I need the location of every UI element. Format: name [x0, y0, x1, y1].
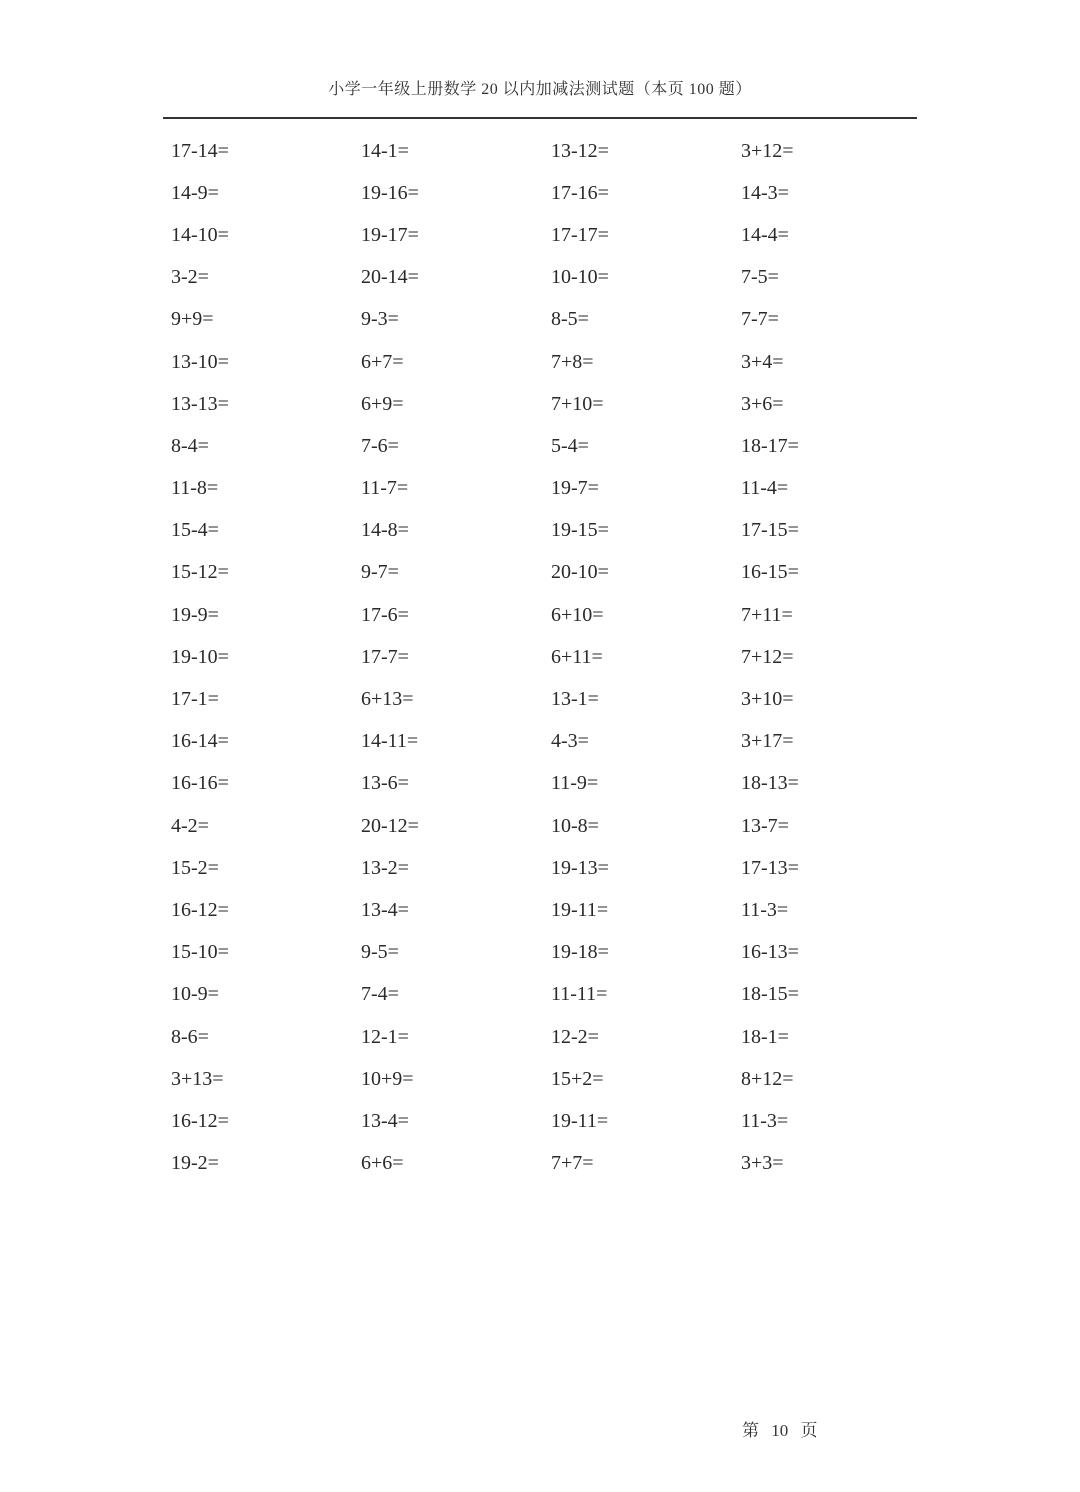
math-problem: 3+10= — [741, 688, 794, 711]
math-problem: 6+13= — [361, 688, 414, 711]
problem-row — [171, 172, 931, 214]
page-title: 小学一年级上册数学 20 以内加减法测试题（本页 100 题） — [328, 81, 752, 98]
math-problem: 7-5= — [741, 266, 779, 289]
problem-row — [171, 847, 931, 889]
math-problem: 19-17= — [361, 223, 419, 246]
math-problem: 14-11= — [361, 730, 419, 753]
page-number: 第 10 页 — [742, 1421, 818, 1440]
math-problem: 7-7= — [741, 308, 779, 331]
problem-row — [171, 932, 931, 974]
problem-row — [171, 594, 931, 636]
math-problem: 16-12= — [171, 898, 229, 921]
math-problem: 11-8= — [171, 477, 219, 500]
problem-grid — [171, 130, 931, 1185]
math-problem: 13-2= — [361, 856, 409, 879]
math-problem: 10+9= — [361, 1067, 414, 1090]
math-problem: 8-5= — [551, 308, 589, 331]
problem-row — [171, 341, 931, 383]
problem-row — [171, 974, 931, 1016]
math-problem: 12-2= — [551, 1025, 599, 1048]
math-problem: 15+2= — [551, 1067, 604, 1090]
math-problem: 16-15= — [741, 561, 799, 584]
math-problem: 14-9= — [171, 181, 219, 204]
problem-row — [171, 1100, 931, 1142]
math-problem: 17-13= — [741, 856, 799, 879]
math-problem: 7-6= — [361, 434, 399, 457]
math-problem: 19-2= — [171, 1152, 219, 1175]
math-problem: 7+10= — [551, 392, 604, 415]
problem-row — [171, 889, 931, 931]
math-problem: 10-9= — [171, 983, 219, 1006]
math-problem: 14-3= — [741, 181, 789, 204]
math-problem: 19-16= — [361, 181, 419, 204]
math-problem: 9+9= — [171, 308, 214, 331]
problem-row — [171, 299, 931, 341]
math-problem: 20-14= — [361, 266, 419, 289]
math-problem: 3+17= — [741, 730, 794, 753]
problem-row — [171, 721, 931, 763]
math-problem: 3-2= — [171, 266, 209, 289]
math-problem: 11-3= — [741, 1109, 789, 1132]
math-problem: 19-10= — [171, 645, 229, 668]
math-problem: 15-12= — [171, 561, 229, 584]
math-problem: 16-12= — [171, 1109, 229, 1132]
math-problem: 8-4= — [171, 434, 209, 457]
math-problem: 3+12= — [741, 139, 794, 162]
math-problem: 11-11= — [551, 983, 608, 1006]
header-divider — [163, 117, 917, 119]
math-problem: 17-7= — [361, 645, 409, 668]
math-problem: 9-5= — [361, 941, 399, 964]
math-problem: 11-7= — [361, 477, 409, 500]
math-problem: 18-15= — [741, 983, 799, 1006]
math-problem: 14-1= — [361, 139, 409, 162]
math-problem: 4-3= — [551, 730, 589, 753]
math-problem: 19-18= — [551, 941, 609, 964]
math-problem: 18-1= — [741, 1025, 789, 1048]
math-problem: 10-10= — [551, 266, 609, 289]
math-problem: 19-11= — [551, 898, 609, 921]
math-problem: 13-4= — [361, 1109, 409, 1132]
math-problem: 15-2= — [171, 856, 219, 879]
problem-row — [171, 1143, 931, 1185]
math-problem: 14-4= — [741, 223, 789, 246]
math-problem: 18-17= — [741, 434, 799, 457]
math-problem: 6+10= — [551, 603, 604, 626]
problem-row — [171, 636, 931, 678]
problem-row — [171, 468, 931, 510]
math-problem: 6+9= — [361, 392, 404, 415]
math-problem: 13-4= — [361, 898, 409, 921]
math-problem: 20-10= — [551, 561, 609, 584]
math-problem: 14-10= — [171, 223, 229, 246]
math-problem: 16-16= — [171, 772, 229, 795]
math-problem: 13-13= — [171, 392, 229, 415]
math-problem: 13-6= — [361, 772, 409, 795]
math-problem: 13-10= — [171, 350, 229, 373]
math-problem: 3+3= — [741, 1152, 784, 1175]
problem-row — [171, 1058, 931, 1100]
math-problem: 11-9= — [551, 772, 599, 795]
math-problem: 19-11= — [551, 1109, 609, 1132]
math-problem: 18-13= — [741, 772, 799, 795]
math-problem: 9-7= — [361, 561, 399, 584]
math-problem: 16-14= — [171, 730, 229, 753]
problem-row — [171, 510, 931, 552]
problem-row — [171, 425, 931, 467]
problem-row — [171, 257, 931, 299]
math-problem: 7+8= — [551, 350, 594, 373]
problem-row — [171, 1016, 931, 1058]
math-problem: 3+6= — [741, 392, 784, 415]
problem-row — [171, 805, 931, 847]
math-problem: 7+7= — [551, 1152, 594, 1175]
math-problem: 3+13= — [171, 1067, 224, 1090]
math-problem: 17-1= — [171, 688, 219, 711]
math-problem: 8-6= — [171, 1025, 209, 1048]
math-problem: 19-15= — [551, 519, 609, 542]
math-problem: 14-8= — [361, 519, 409, 542]
math-problem: 7-4= — [361, 983, 399, 1006]
math-problem: 10-8= — [551, 814, 599, 837]
math-problem: 19-7= — [551, 477, 599, 500]
math-problem: 17-14= — [171, 139, 229, 162]
math-problem: 11-4= — [741, 477, 789, 500]
math-problem: 7+12= — [741, 645, 794, 668]
math-problem: 15-4= — [171, 519, 219, 542]
problem-row — [171, 678, 931, 720]
math-problem: 8+12= — [741, 1067, 794, 1090]
problem-row — [171, 552, 931, 594]
math-problem: 19-9= — [171, 603, 219, 626]
math-problem: 6+6= — [361, 1152, 404, 1175]
math-problem: 9-3= — [361, 308, 399, 331]
math-problem: 4-2= — [171, 814, 209, 837]
math-problem: 17-15= — [741, 519, 799, 542]
problem-row — [171, 130, 931, 172]
problem-row — [171, 383, 931, 425]
math-problem: 11-3= — [741, 898, 789, 921]
math-problem: 3+4= — [741, 350, 784, 373]
math-problem: 5-4= — [551, 434, 589, 457]
math-problem: 17-16= — [551, 181, 609, 204]
math-problem: 13-7= — [741, 814, 789, 837]
problem-row — [171, 214, 931, 256]
math-problem: 15-10= — [171, 941, 229, 964]
math-problem: 12-1= — [361, 1025, 409, 1048]
math-problem: 13-12= — [551, 139, 609, 162]
math-problem: 13-1= — [551, 688, 599, 711]
math-problem: 16-13= — [741, 941, 799, 964]
math-problem: 6+7= — [361, 350, 404, 373]
math-problem: 19-13= — [551, 856, 609, 879]
math-problem: 17-6= — [361, 603, 409, 626]
math-problem: 6+11= — [551, 645, 603, 668]
math-problem: 20-12= — [361, 814, 419, 837]
math-problem: 17-17= — [551, 223, 609, 246]
problem-row — [171, 763, 931, 805]
math-problem: 7+11= — [741, 603, 793, 626]
